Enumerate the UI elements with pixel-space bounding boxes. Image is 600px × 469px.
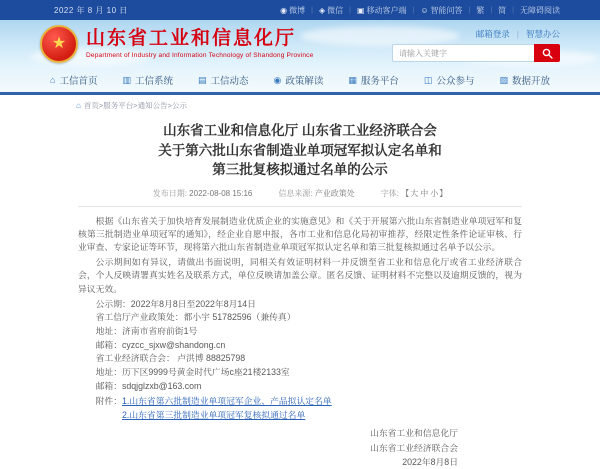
- paragraph-2: 公示期间如有异议，请做出书面说明，同相关有效证明材料一并反馈至省工业和信息化厅或省工业经济联合会，个人反映请署真实姓名及联系方式，单位反映请加盖公章。匿名反馈、证明材料不完整以及逾期反馈的，视为异议无效。: [78, 257, 522, 294]
- nav-item-home[interactable]: ⌂ 工信首页: [50, 75, 98, 87]
- publish-date: 发布日期: 2022-08-08 15:16: [152, 188, 253, 198]
- simplified-chinese-link[interactable]: | 简: [484, 5, 506, 16]
- home-icon: ⌂: [50, 75, 56, 85]
- search-button[interactable]: [534, 44, 560, 62]
- title-line-3: 第三批复核拟通过名单的公示: [212, 162, 388, 178]
- attachment-link-1[interactable]: 1.山东省第六批制造业单项冠军企业、产品拟认定名单: [122, 396, 332, 407]
- breadcrumb-bar: [0, 95, 600, 115]
- nav-item-system[interactable]: ▥ 工信系统: [122, 74, 173, 87]
- mobile-client-icon: | ▣: [356, 5, 365, 15]
- policy-icon: ◉: [273, 74, 282, 85]
- font-size-small[interactable]: 小: [430, 188, 439, 198]
- email-policy-division: 邮箱：cyzcc_sjxw@shandong.cn: [95, 339, 226, 350]
- font-size-medium[interactable]: 中: [420, 188, 429, 198]
- font-size-switcher: 字体: 【大 中 小】: [380, 188, 448, 198]
- institution-icon: ▥: [122, 74, 131, 85]
- smart-qa-link[interactable]: | ☺ 智能问答: [407, 5, 463, 16]
- building-icon: ▦: [348, 74, 357, 85]
- info-source: 信息来源: 产业政策处: [278, 188, 355, 198]
- weibo-icon: ◉: [280, 5, 288, 15]
- document-icon: ▤: [197, 74, 207, 85]
- font-size-large[interactable]: 大: [410, 188, 419, 198]
- signature-block: [78, 426, 522, 468]
- site-banner: [0, 20, 600, 68]
- nav-item-open-data[interactable]: ▧ 数据开放: [499, 74, 550, 87]
- mail-login-link[interactable]: 邮箱登录: [475, 29, 510, 39]
- nav-item-policy[interactable]: ◉ 政策解读: [273, 74, 324, 87]
- contact-federation: 省工业经济联合会： 卢洪博 88825798: [95, 353, 246, 364]
- wechat-link[interactable]: | ◈ 微信: [305, 5, 343, 16]
- publicity-period: 公示期：2022年8月8日至2022年8月14日: [95, 298, 256, 309]
- breadcrumb-home-icon: ⌂: [76, 100, 81, 110]
- title-line-1: 山东省工业和信息化厅 山东省工业经济联合会: [163, 123, 437, 138]
- breadcrumb[interactable]: 首页>服务平台>通知公告>公示: [83, 100, 187, 110]
- national-emblem-logo: [40, 25, 78, 63]
- signature-date: 2022年8月8日: [402, 456, 458, 467]
- people-icon: ◫: [423, 74, 433, 85]
- signature-org-1: 山东省工业和信息化厅: [370, 428, 458, 439]
- search-icon: [542, 48, 553, 59]
- data-icon: ▧: [499, 74, 508, 85]
- accessibility-link[interactable]: | 无障碍阅读: [506, 5, 560, 16]
- title-line-2: 关于第六批山东省制造业单项冠军拟认定名单和: [158, 142, 442, 158]
- weibo-link[interactable]: ◉ 微博: [280, 5, 306, 15]
- meta-divider: [78, 206, 522, 207]
- site-title: 山东省工业和信息化厅: [86, 28, 297, 50]
- paragraph-1: 根据《山东省关于加快培育发展制造业优质企业的实施意见》和《关于开展第六批山东省制造业单项冠军和复核第三批制造业单项冠军的通知》，经企业自愿申报，各市工业和信息化局初审推荐，经限定性条件论证审核、行业审查、专家论证等环节，现将第六批山东省制造业单项冠军拟认定名单和第三批复核拟通过名单予以公示。: [78, 215, 522, 253]
- main-navigation: [0, 68, 600, 92]
- article-content: [78, 121, 522, 469]
- mobile-client-link[interactable]: | ▣ 移动客户端: [343, 5, 406, 16]
- nav-item-service-platform[interactable]: ▦ 服务平台: [348, 74, 399, 87]
- address-federation: 地址：历下区9999号黄金时代广场c座21楼2133室: [95, 366, 290, 377]
- quick-links: 邮箱登录 | 智慧办公: [475, 29, 560, 39]
- wechat-icon: | ◈: [318, 5, 326, 15]
- nav-item-public-participation[interactable]: ◫ 公众参与: [423, 74, 475, 87]
- robot-icon: | ☺: [420, 5, 429, 15]
- email-federation: 邮箱：sdqjglzxb@163.com: [95, 380, 202, 391]
- current-date: 2022 年 8 月 10 日: [54, 5, 128, 15]
- address-policy-division: 地址：济南市省府前街1号: [95, 326, 198, 337]
- star-icon: ★: [51, 35, 67, 52]
- attachments-block: [78, 395, 522, 422]
- top-utility-bar: [0, 0, 600, 20]
- site-brand: [86, 29, 313, 59]
- nav-item-news[interactable]: ▤ 工信动态: [197, 74, 249, 87]
- article-meta: [78, 188, 522, 199]
- attachment-link-2[interactable]: 2.山东省第三批制造业单项冠军复核拟通过名单: [122, 409, 306, 420]
- site-search: [392, 44, 560, 62]
- utility-links: [280, 5, 560, 16]
- signature-org-2: 山东省工业经济联合会: [370, 442, 458, 453]
- site-title-english: Department of Industry and Information Technology of Shandong Province: [86, 51, 314, 59]
- attachments-label: 附件：: [95, 396, 122, 407]
- smart-office-link[interactable]: 智慧办公: [525, 29, 560, 39]
- search-input[interactable]: [392, 44, 534, 62]
- traditional-chinese-link[interactable]: | 繁: [463, 5, 485, 16]
- contact-policy-division: 省工信厅产业政策处：都小宇 51782596（兼传真）: [95, 312, 296, 323]
- page-title: [78, 121, 522, 180]
